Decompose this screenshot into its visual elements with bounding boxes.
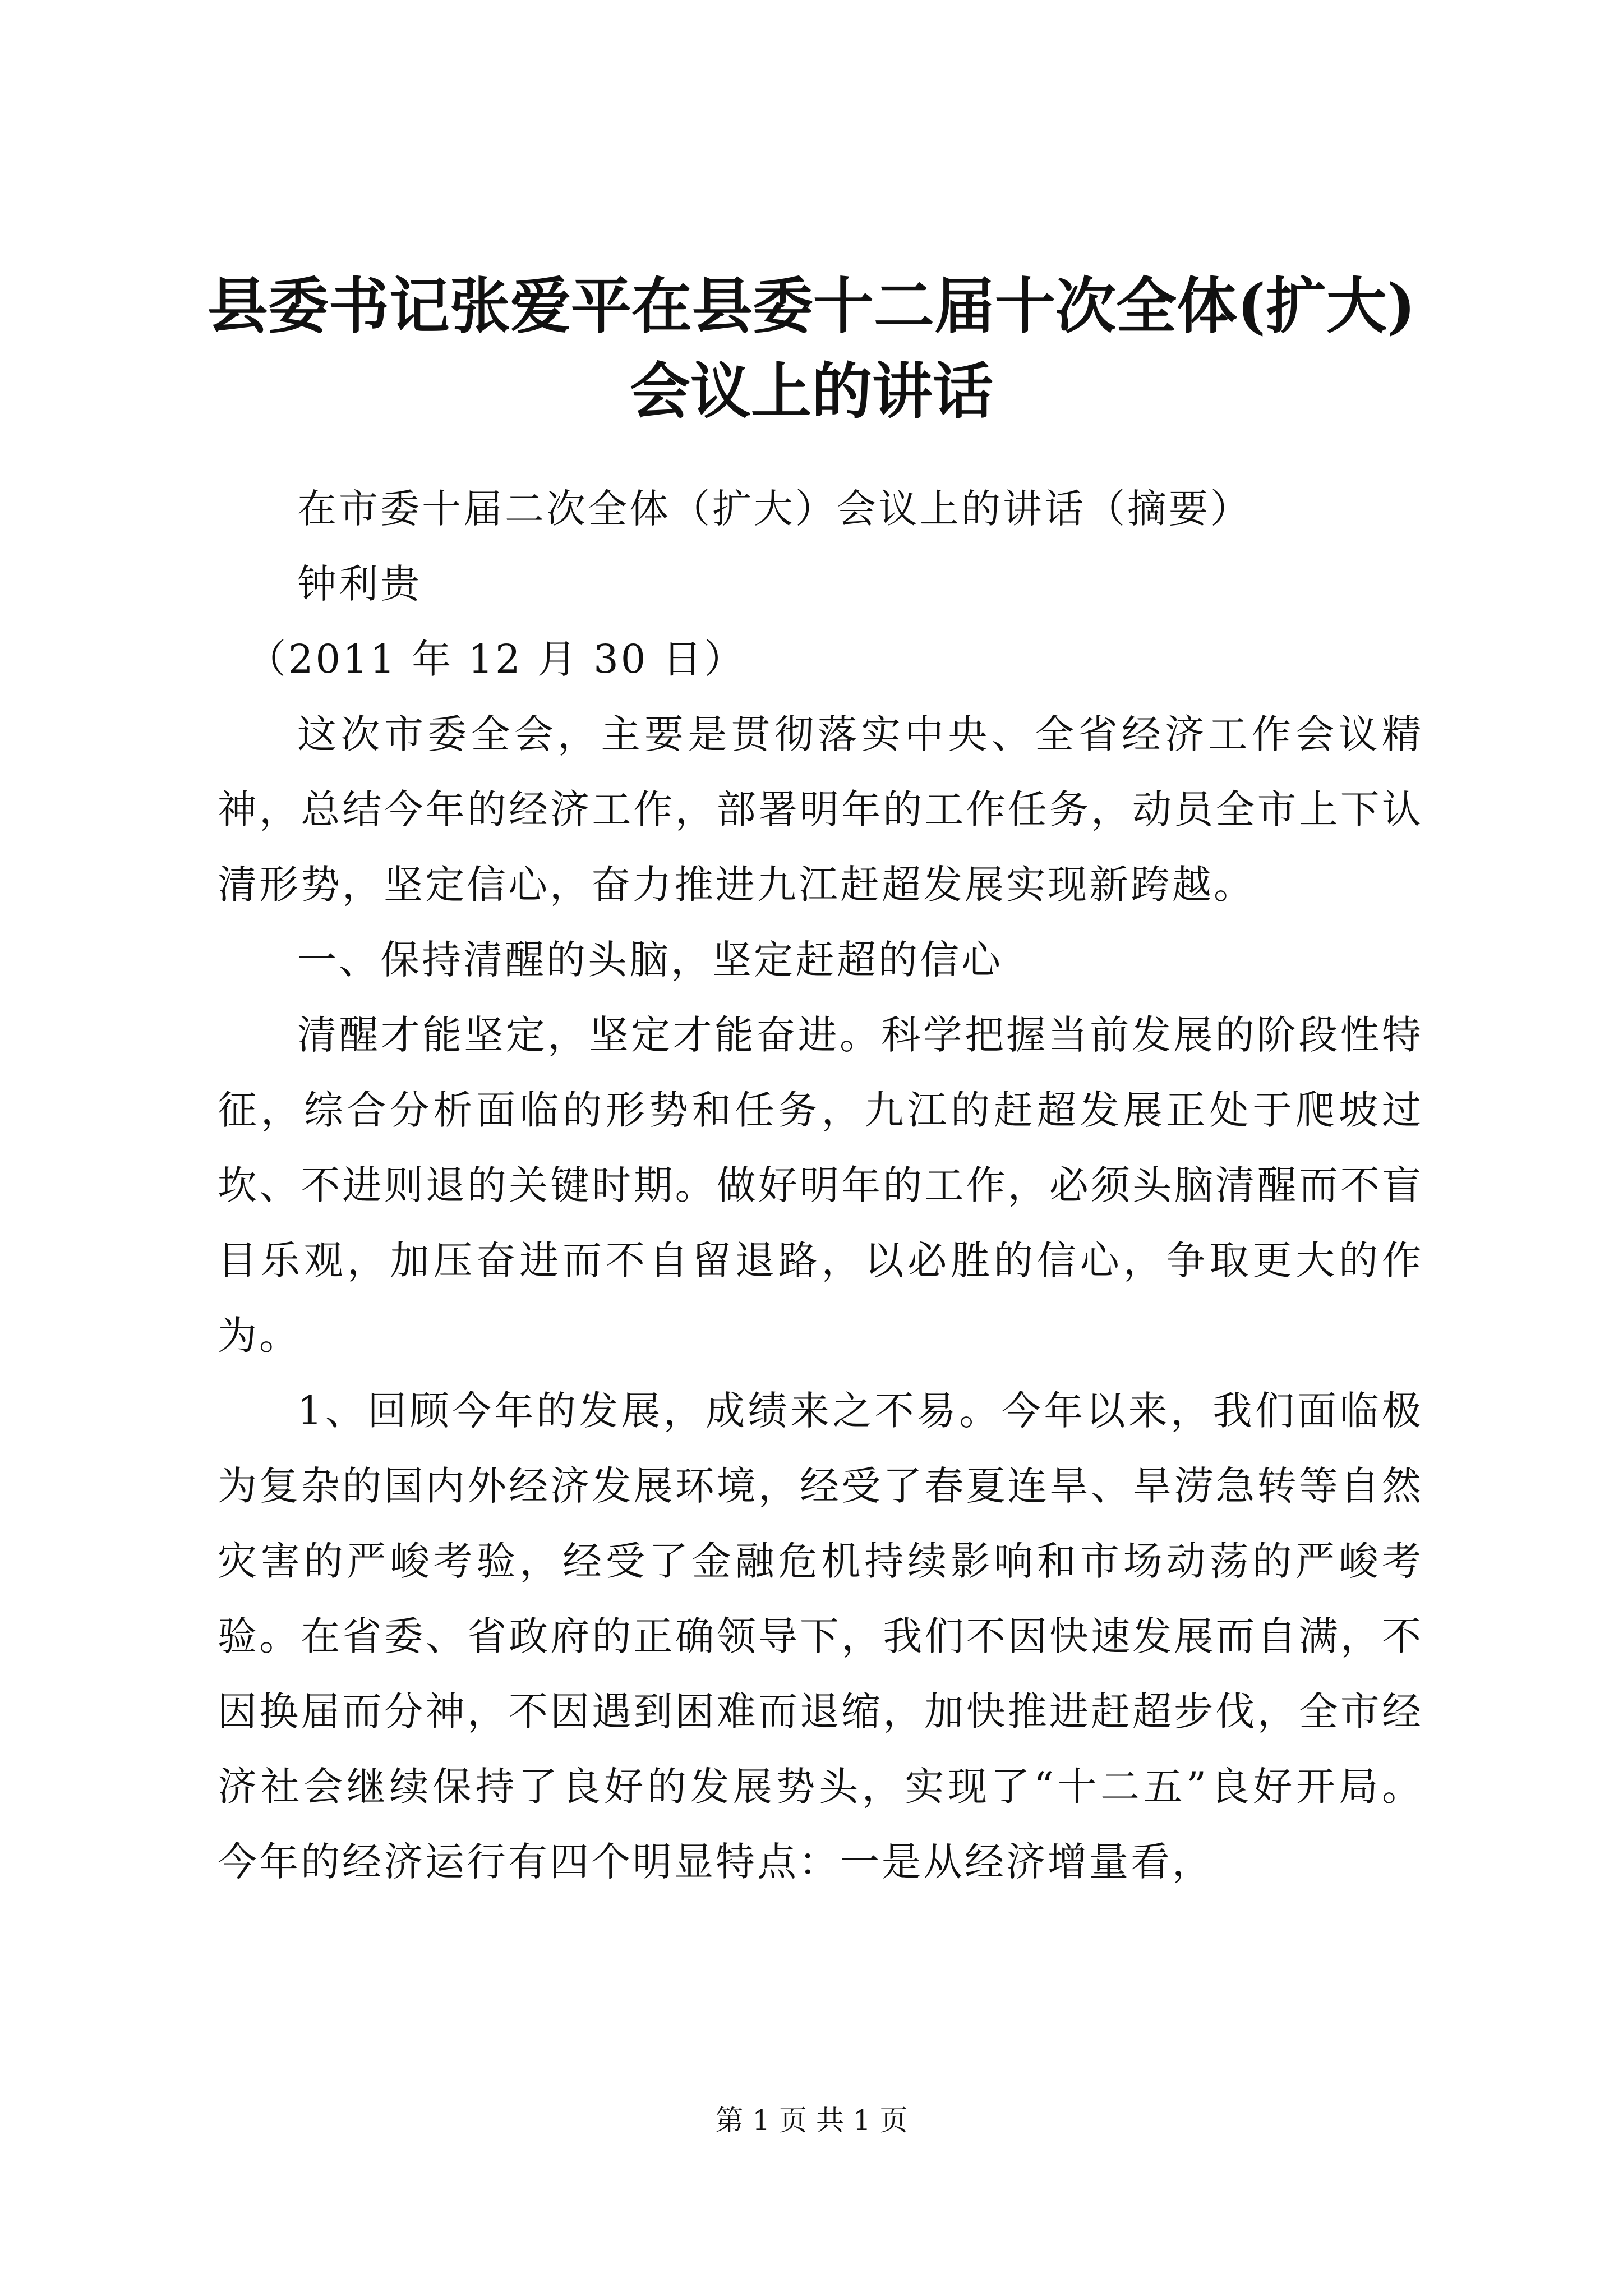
paragraph: 这次市委全会，主要是贯彻落实中央、全省经济工作会议精神，总结今年的经济工作，部署明年的工作任务，动员全市上下认清形势，坚定信心，奋力推进九江赶超发展实现新跨越。 <box>218 711 1423 908</box>
document-title <box>168 264 1455 434</box>
author: 钟利贵 <box>297 561 422 607</box>
paragraph: 1、回顾今年的发展，成绩来之不易。今年以来，我们面临极为复杂的国内外经济发展环境，经受了春夏连旱、旱涝急转等自然灾害的严峻考验，经受了金融危机持续影响和市场动荡的严峻考验。在省委、省政府的正确领导下，我们不因快速发展而自满，不因换届而分神，不因遇到困难而退缩，加快推进赶超步伐，全市经济社会继续保持了良好的发展势头，实现了“十二五”良好开局。今年的经济运行有四个明显特点：一是从经济增量看， <box>218 1388 1423 1885</box>
title-line-1: 县委书记张爱平在县委十二届十次全体(扩大) <box>207 271 1416 342</box>
date: （2011 年 12 月 30 日） <box>247 636 746 682</box>
subtitle: 在市委十届二次全体（扩大）会议上的讲话（摘要） <box>297 486 1252 532</box>
section-heading: 一、保持清醒的头脑，坚定赶超的信心 <box>297 937 1003 983</box>
page-footer: 第 1 页 共 1 页 <box>715 2104 908 2137</box>
paragraph: 清醒才能坚定，坚定才能奋进。科学把握当前发展的阶段性特征，综合分析面临的形势和任务，九江的赶超发展正处于爬坡过坎、不进则退的关键时期。做好明年的工作，必须头脑清醒而不盲目乐观，加压奋进而不自留退路，以必胜的信心，争取更大的作为。 <box>218 1012 1423 1359</box>
document-body <box>218 471 1423 1899</box>
title-line-2: 会议上的讲话 <box>629 356 993 427</box>
